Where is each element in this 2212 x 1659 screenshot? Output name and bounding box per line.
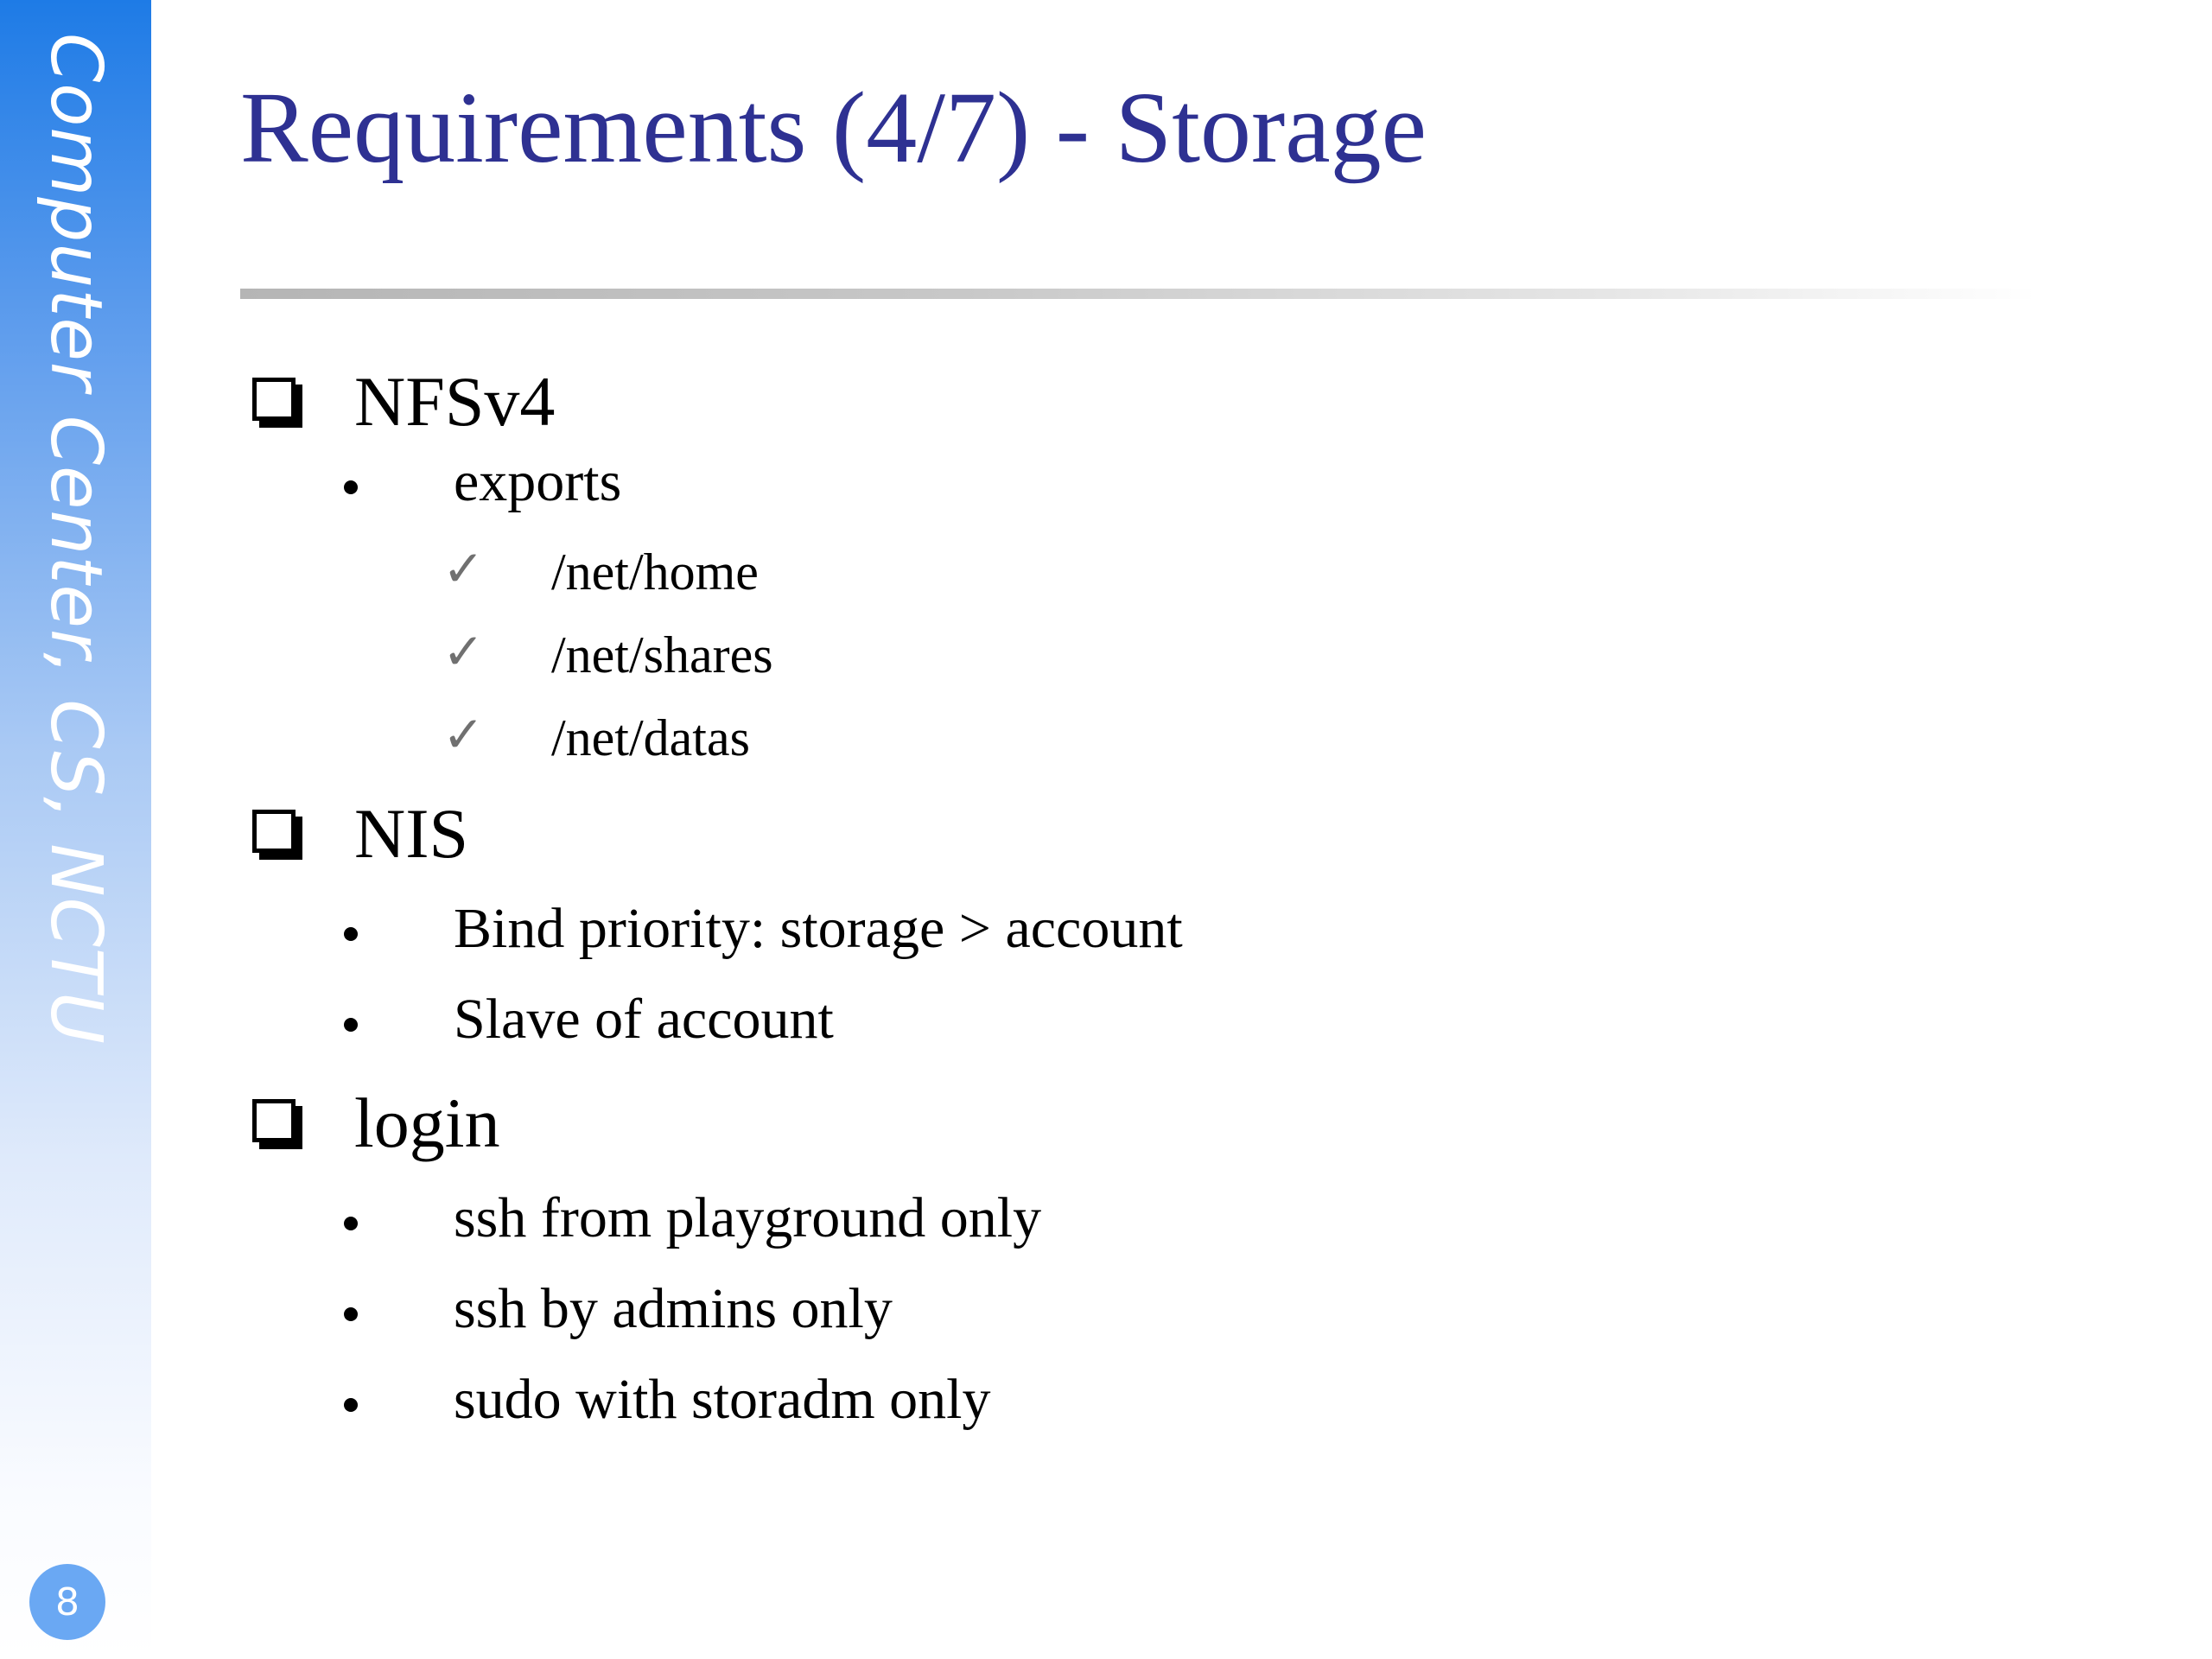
checkbox-icon [252,1099,296,1142]
section-heading: NIS [354,794,469,873]
sub-list-item: /net/home [551,543,759,601]
section-heading: login [354,1084,500,1162]
checkmark-icon: ✓ [442,539,485,598]
bullet-icon [344,1398,358,1412]
bullet-icon [344,480,358,494]
bullet-icon [344,1217,358,1230]
sub-list-item: /net/shares [551,626,773,683]
list-item: Bind priority: storage > account [454,897,1183,960]
checkmark-icon: ✓ [442,622,485,681]
bullet-icon [344,1018,358,1032]
list-item: Slave of account [454,988,834,1051]
checkbox-icon [252,810,296,853]
bullet-icon [344,1307,358,1321]
page-title: Requirements (4/7) - Storage [240,71,1427,184]
page-number-badge: 8 [29,1564,105,1640]
bullet-icon [344,927,358,941]
sub-list-item: /net/datas [551,709,750,766]
sidebar-label: Computer Center, CS, NCTU [35,33,117,1045]
list-item: exports [454,450,622,513]
list-item: ssh by admins only [454,1277,893,1340]
list-item: ssh from playground only [454,1186,1042,1249]
section-heading: NFSv4 [354,362,556,441]
checkmark-icon: ✓ [442,705,485,764]
checkbox-icon [252,378,296,421]
list-item: sudo with storadm only [454,1368,991,1431]
